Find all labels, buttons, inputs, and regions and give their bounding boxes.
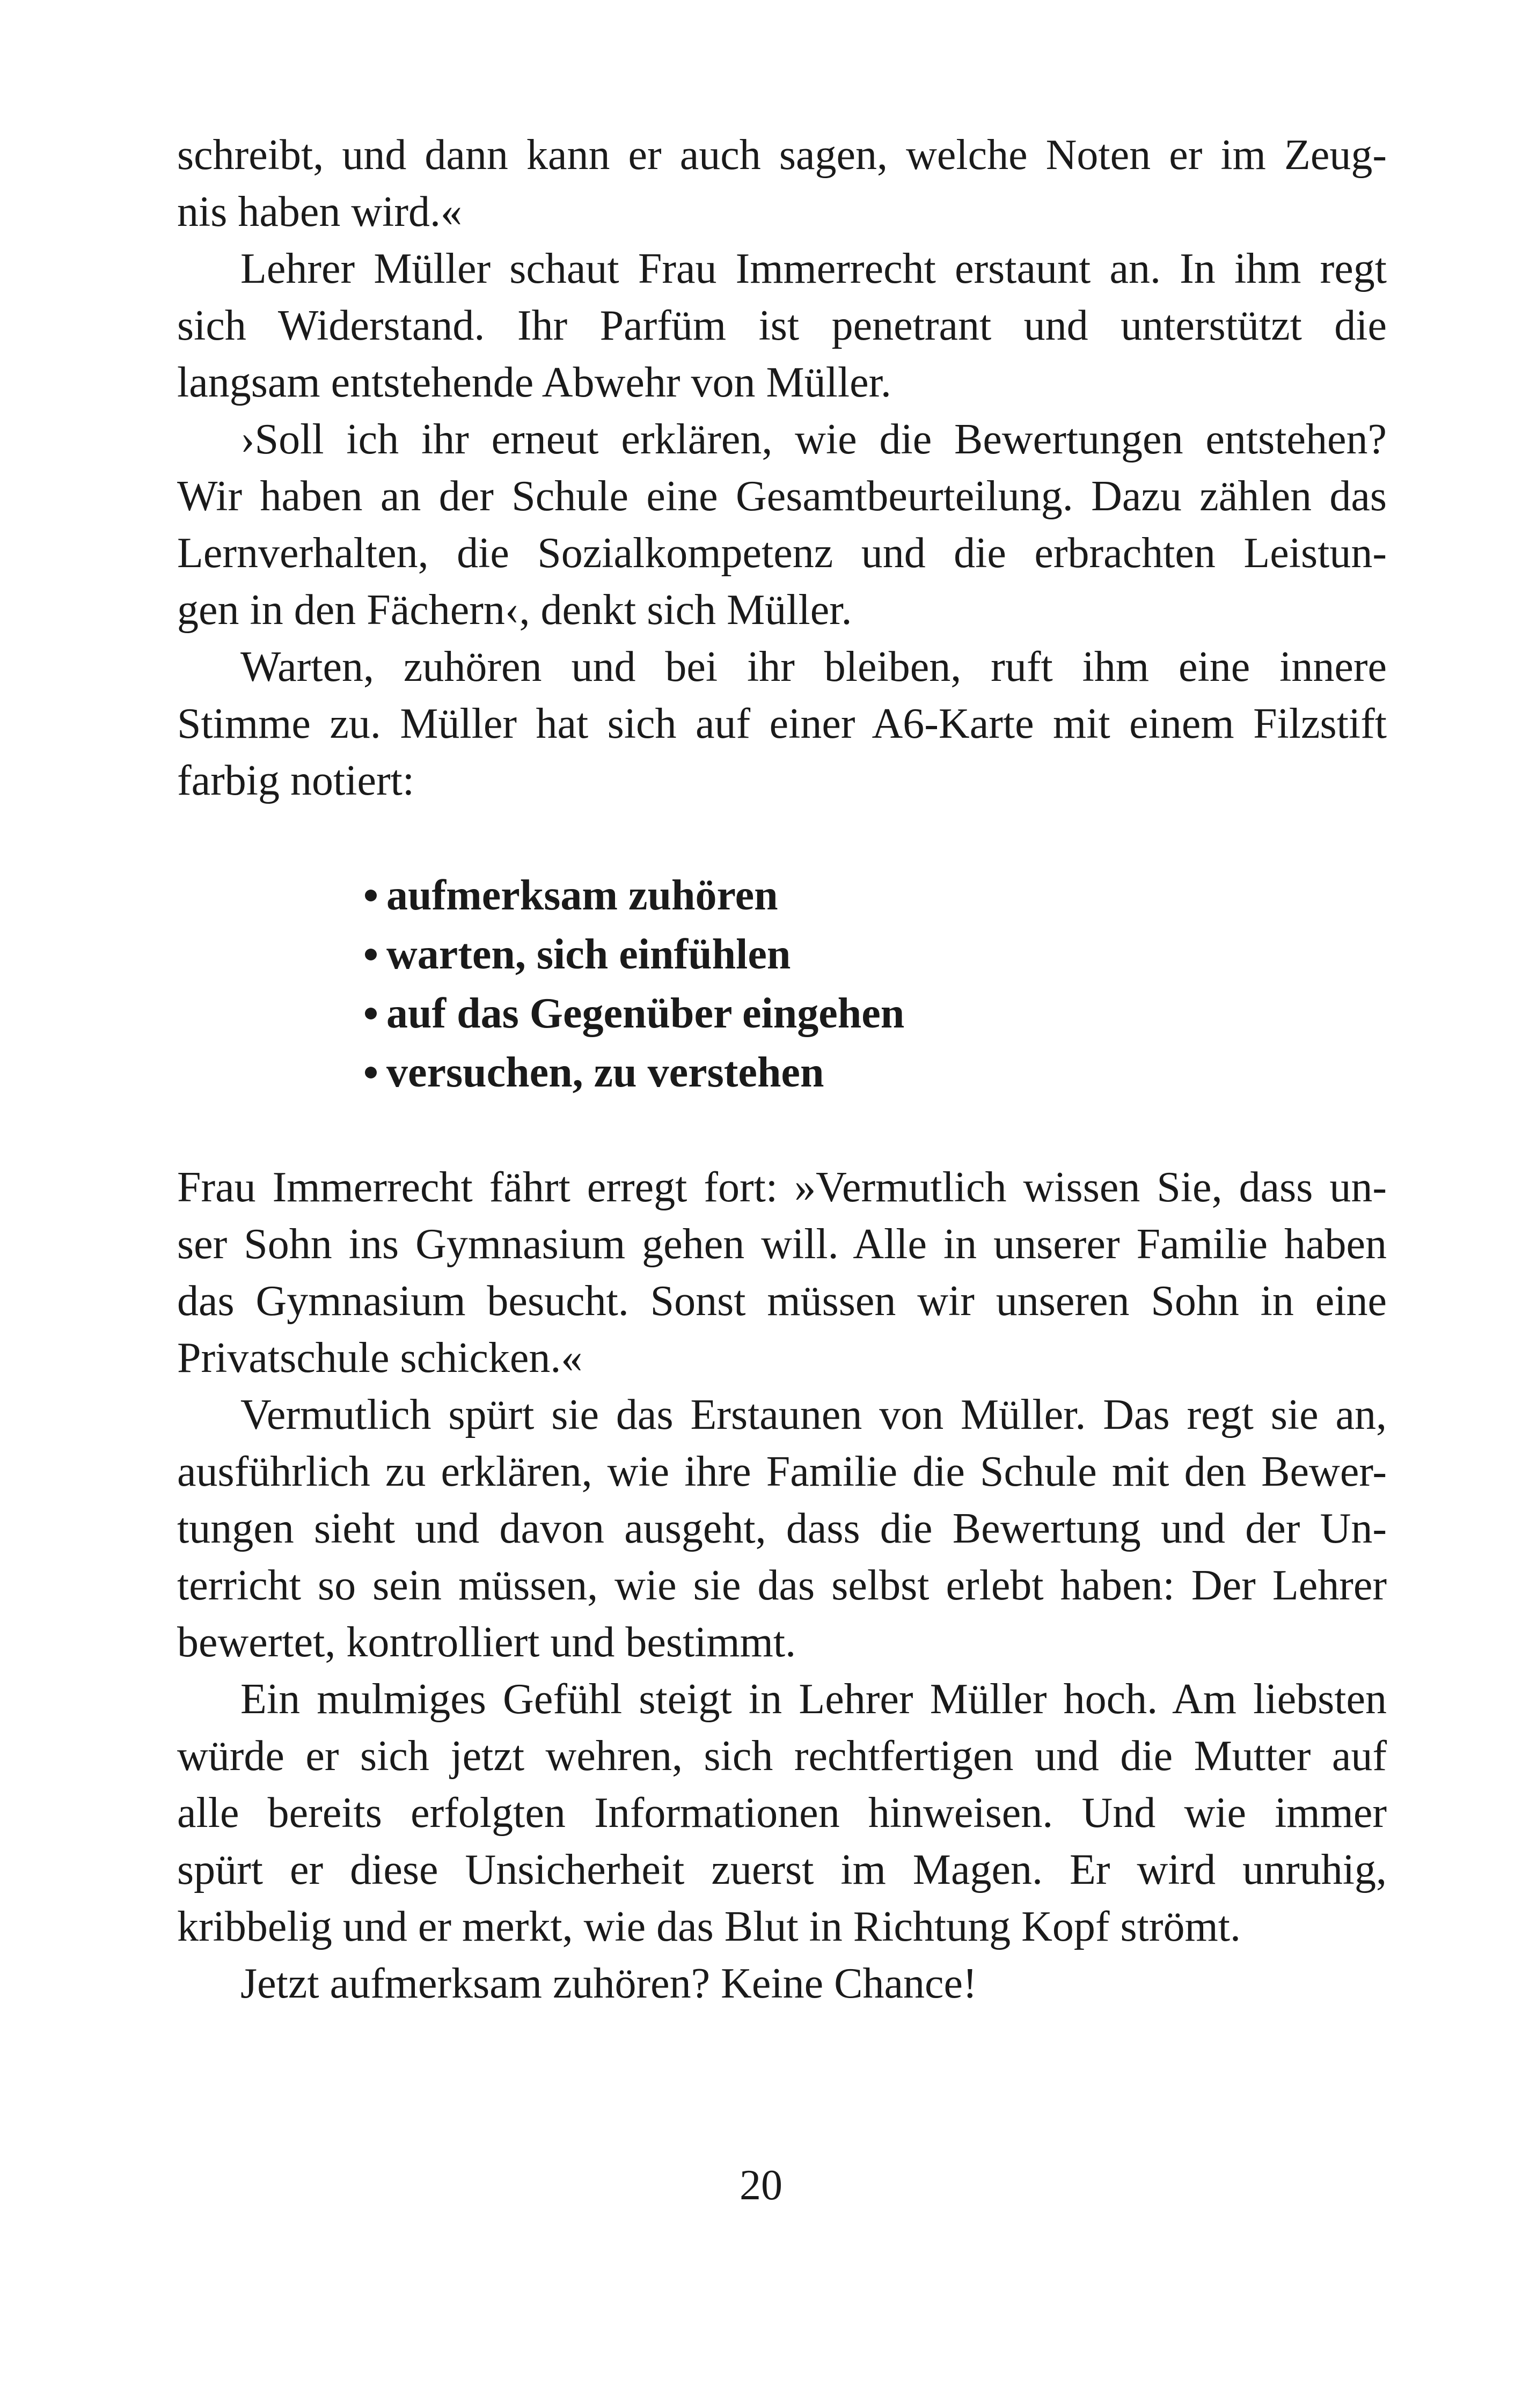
paragraph	[177, 127, 1387, 240]
spacer	[177, 1102, 1387, 1159]
bullet-icon	[365, 1067, 377, 1078]
list-item	[365, 1043, 1522, 1102]
list-item	[365, 925, 1522, 984]
text-line: tungen sieht und davon ausgeht, dass die Bewertung und der Un-	[177, 1505, 1387, 1552]
text-line: Warten, zuhören und bei ihr bleiben, ruft ihm eine innere	[240, 643, 1387, 691]
list-item	[365, 866, 1522, 925]
text-line: Vermutlich spürt sie das Erstaunen von Müller. Das regt sie an,	[240, 1391, 1387, 1438]
page-body	[177, 127, 1387, 2012]
text-line: ausführlich zu erklären, wie ihre Familie die Schule mit den Bewer-	[177, 1448, 1387, 1495]
paragraph	[177, 638, 1387, 809]
paragraph	[177, 1671, 1387, 1955]
text-line: kribbelig und er merkt, wie das Blut in Richtung Kopf strömt.	[177, 1903, 1241, 1950]
spacer	[177, 809, 1387, 866]
paragraph	[177, 1159, 1387, 1386]
page-number: 20	[740, 2162, 782, 2209]
list-item-label: versuchen, zu verstehen	[386, 1049, 824, 1096]
text-line: Frau Immerrecht fährt erregt fort: »Vermutlich wissen Sie, dass un-	[177, 1164, 1387, 1211]
text-line: Privatschule schicken.«	[177, 1334, 583, 1382]
text-line: sich Widerstand. Ihr Parfüm ist penetrant und unterstützt die	[177, 302, 1387, 349]
text-line: langsam entstehende Abwehr von Müller.	[177, 359, 891, 406]
text-line: würde er sich jetzt wehren, sich rechtfertigen und die Mutter auf	[177, 1732, 1387, 1780]
text-line: das Gymnasium besucht. Sonst müssen wir unseren Sohn in eine	[177, 1278, 1387, 1325]
paragraph	[177, 411, 1387, 638]
text-line: ›Soll ich ihr erneut erklären, wie die Bewertungen entstehen?	[240, 416, 1387, 463]
bullet-icon	[365, 890, 377, 901]
paragraph	[177, 240, 1387, 411]
text-line: Lernverhalten, die Sozialkompetenz und die erbrachten Leistun-	[177, 530, 1387, 577]
text-line: Stimme zu. Müller hat sich auf einer A6-Karte mit einem Filzstift	[177, 700, 1387, 747]
text-line: Ein mulmiges Gefühl steigt in Lehrer Müller hoch. Am liebsten	[240, 1676, 1387, 1723]
bullet-icon	[365, 949, 377, 960]
text-line: terricht so sein müssen, wie sie das selbst erlebt haben: Der Lehrer	[177, 1562, 1387, 1609]
text-line: gen in den Fächern‹, denkt sich Müller.	[177, 586, 852, 634]
text-line: spürt er diese Unsicherheit zuerst im Magen. Er wird unruhig,	[177, 1846, 1387, 1893]
text-line: Wir haben an der Schule eine Gesamtbeurteilung. Dazu zählen das	[177, 473, 1387, 520]
paragraph	[177, 1386, 1387, 1671]
text-line: schreibt, und dann kann er auch sagen, welche Noten er im Zeug-	[177, 131, 1387, 179]
list-item	[365, 984, 1522, 1043]
text-line: bewertet, kontrolliert und bestimmt.	[177, 1619, 796, 1666]
text-line: ser Sohn ins Gymnasium gehen will. Alle in unserer Familie haben	[177, 1221, 1387, 1268]
paragraph	[177, 1955, 1387, 2012]
list-item-label: auf das Gegenüber eingehen	[386, 990, 905, 1037]
text-line: nis haben wird.«	[177, 188, 463, 236]
text-line: alle bereits erfolgten Informationen hinweisen. Und wie immer	[177, 1789, 1387, 1837]
bullet-list	[365, 866, 1522, 1102]
bullet-icon	[365, 1008, 377, 1019]
text-line: Jetzt aufmerksam zuhören? Keine Chance!	[240, 1960, 977, 2007]
list-item-label: warten, sich einfühlen	[386, 931, 791, 978]
text-line: farbig notiert:	[177, 757, 415, 804]
text-line: Lehrer Müller schaut Frau Immerrecht erstaunt an. In ihm regt	[240, 245, 1387, 292]
list-item-label: aufmerksam zuhören	[386, 872, 778, 919]
